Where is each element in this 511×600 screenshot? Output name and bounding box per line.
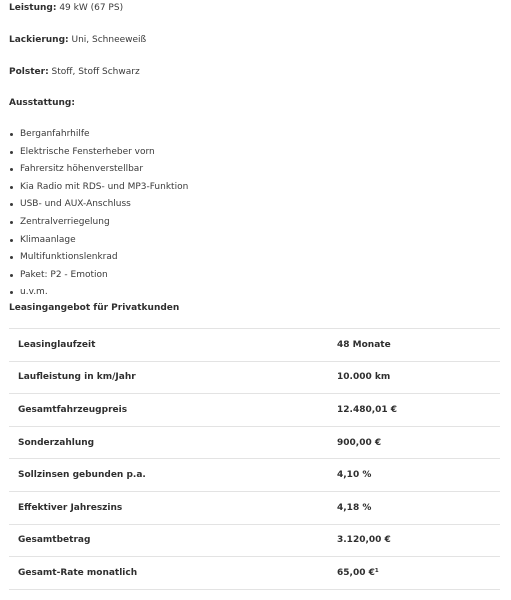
feature-label: u.v.m. — [20, 287, 48, 298]
row-label: Effektiver Jahreszins — [9, 491, 328, 524]
feature-item — [9, 198, 188, 216]
bullet-icon — [10, 168, 13, 171]
table-row — [9, 426, 500, 459]
feature-item — [9, 163, 188, 181]
bullet-icon — [10, 239, 13, 242]
table-row — [9, 557, 500, 590]
bullet-icon — [10, 274, 13, 277]
feature-label: Berganfahrhilfe — [20, 129, 90, 139]
feature-label: USB- und AUX-Anschluss — [20, 199, 131, 210]
row-label: Sonderzahlung — [9, 426, 328, 459]
spec-leistung — [9, 2, 123, 14]
feature-label: Multifunktionslenkrad — [20, 252, 118, 263]
feature-label: Klimaanlage — [20, 234, 76, 245]
table-row — [9, 361, 500, 394]
feature-item — [9, 146, 188, 164]
bullet-icon — [10, 221, 13, 224]
spec-lackierung — [9, 34, 146, 46]
row-label: Gesamt-Rate monatlich — [9, 557, 328, 590]
leasing-table — [9, 328, 500, 590]
table-row — [9, 394, 500, 427]
ausstattung-heading: Ausstattung: — [9, 98, 75, 108]
row-value: 4,18 % — [328, 491, 500, 524]
spec-leistung-value: 49 kW (67 PS) — [56, 3, 124, 13]
feature-item — [9, 128, 188, 146]
spec-polster — [9, 66, 140, 78]
feature-item — [9, 251, 188, 269]
spec-leistung-label: Leistung: — [9, 3, 57, 13]
feature-item — [9, 234, 188, 252]
row-value: 10.000 km — [328, 361, 500, 394]
table-row — [9, 329, 500, 362]
row-value: 900,00 € — [328, 426, 500, 459]
leasing-heading: Leasingangebot für Privatkunden — [9, 303, 180, 313]
feature-item — [9, 269, 188, 287]
table-row — [9, 524, 500, 557]
row-value: 4,10 % — [328, 459, 500, 492]
feature-label: Fahrersitz höhenverstellbar — [20, 164, 144, 175]
row-label: Leasinglaufzeit — [9, 329, 328, 362]
feature-item — [9, 181, 188, 199]
bullet-icon — [10, 291, 13, 294]
row-label: Gesamtbetrag — [9, 524, 328, 557]
row-label: Laufleistung in km/Jahr — [9, 361, 328, 394]
row-value: 3.120,00 € — [328, 524, 500, 557]
feature-label: Paket: P2 - Emotion — [20, 269, 108, 280]
row-value: 12.480,01 € — [328, 394, 500, 427]
spec-lackierung-value: Uni, Schneeweiß — [68, 35, 147, 45]
bullet-icon — [10, 203, 13, 206]
feature-label: Zentralverriegelung — [20, 216, 110, 227]
row-value: 48 Monate — [328, 329, 500, 362]
feature-item — [9, 216, 188, 234]
table-row — [9, 491, 500, 524]
row-label: Gesamtfahrzeugpreis — [9, 394, 328, 427]
row-label: Sollzinsen gebunden p.a. — [9, 459, 328, 492]
feature-label: Elektrische Fensterheber vorn — [20, 146, 155, 157]
bullet-icon — [10, 151, 13, 154]
spec-lackierung-label: Lackierung: — [9, 35, 69, 45]
bullet-icon — [10, 256, 13, 259]
table-row — [9, 459, 500, 492]
bullet-icon — [10, 133, 13, 136]
bullet-icon — [10, 186, 13, 189]
spec-polster-label: Polster: — [9, 67, 49, 77]
feature-list — [9, 128, 188, 304]
row-value: 65,00 €¹ — [328, 557, 500, 590]
feature-label: Kia Radio mit RDS- und MP3-Funktion — [20, 181, 189, 192]
spec-polster-value: Stoff, Stoff Schwarz — [48, 67, 140, 77]
